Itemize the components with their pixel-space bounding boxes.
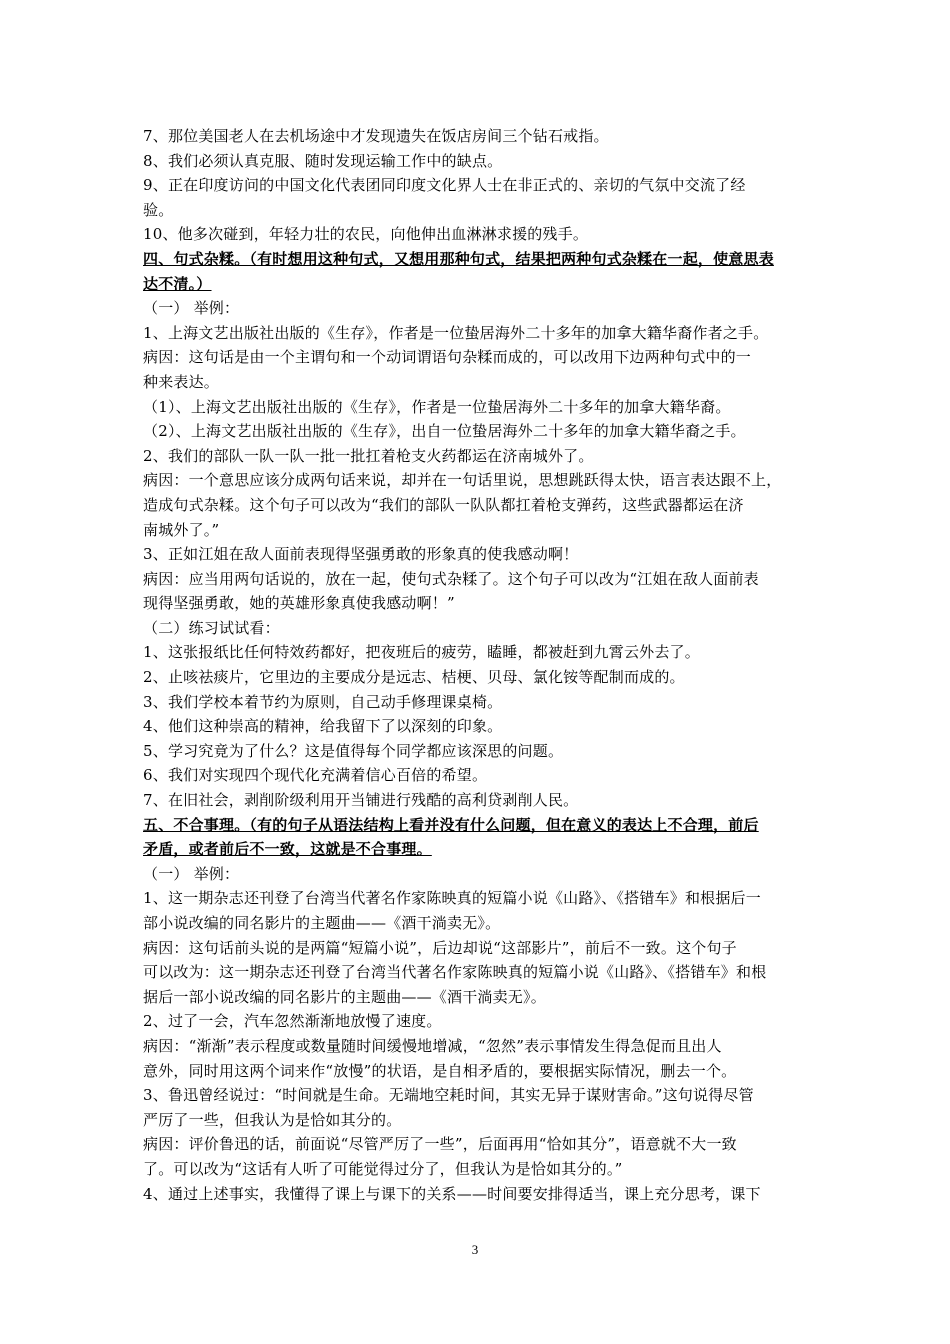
- text-line: 病因：一个意思应该分成两句话来说，却并在一句话里说，思想跳跃得太快，语言表达跟不上，: [143, 471, 782, 490]
- text-line: 病因：这句话前头说的是两篇“短篇小说”，后边却说“这部影片”，前后不一致。这个句子: [143, 938, 737, 957]
- text-line: 1、上海文艺出版社出版的《生存》，作者是一位蛰居海外二十多年的加拿大籍华裔作者之手。: [143, 323, 769, 342]
- text-line: 病因：这句话是由一个主谓句和一个动词谓语句杂糅而成的，可以改用下边两种句式中的一: [143, 348, 752, 367]
- text-line: 部小说改编的同名影片的主题曲——《酒干淌卖无》。: [143, 914, 501, 932]
- text-line: 2、我们的部队一队一队一批一批扛着枪支火药都运在济南城外了。: [143, 446, 594, 465]
- text-line: 1、这一期杂志还刊登了台湾当代著名作家陈映真的短篇小说《山路》、《搭错车》和根据后一: [143, 889, 761, 908]
- section-heading-line: 四、句式杂糅。（有时想用这种句式，又想用那种句式，结果把两种句式杂糅在一起，使意思表: [143, 249, 774, 268]
- text-line: （2）、上海文艺出版社出版的《生存》，出自一位蛰居海外二十多年的加拿大籍华裔之手。: [143, 422, 746, 441]
- text-line: 了。可以改为“这话有人听了可能觉得过分了，但我认为是恰如其分的。”: [143, 1159, 623, 1178]
- text-line: 4、他们这种崇高的精神，给我留下了以深刻的印象。: [143, 717, 503, 736]
- text-line: 7、在旧社会，剥削阶级利用开当铺进行残酷的高利贷剥削人民。: [143, 791, 579, 810]
- text-line: 3、我们学校本着节约为原则，自己动手修理课桌椅。: [143, 692, 503, 711]
- text-line: 造成句式杂糅。这个句子可以改为“我们的部队一队队都扛着枪支弹药，这些武器都运在济: [143, 495, 744, 514]
- text-line: 5、学习究竟为了什么？这是值得每个同学都应该深思的问题。: [143, 741, 564, 760]
- text-line: 4、通过上述事实，我懂得了课上与课下的关系——时间要安排得适当，课上充分思考，课下: [143, 1184, 761, 1203]
- page-number: 3: [471, 1242, 479, 1257]
- text-line: 病因：“渐渐”表示程度或数量随时间缓慢地增减，“忽然”表示事情发生得急促而且出人: [143, 1036, 722, 1055]
- text-line: （一） 举例：: [143, 299, 240, 318]
- text-line: 南城外了。”: [143, 520, 220, 539]
- text-line: 1、这张报纸比任何特效药都好，把夜班后的疲劳，瞌睡，都被赶到九霄云外去了。: [143, 643, 700, 662]
- section-heading-line: 达不清。）: [143, 274, 212, 293]
- text-line: 据后一部小说改编的同名影片的主题曲——《酒干淌卖无》。: [143, 987, 546, 1006]
- section-heading-line: 五、不合事理。（有的句子从语法结构上看并没有什么问题，但在意义的表达上不合理，前后: [143, 815, 759, 834]
- text-line: 8、我们必须认真克服、随时发现运输工作中的缺点。: [143, 151, 503, 170]
- text-line: 3、鲁迅曾经说过：“时间就是生命。无端地空耗时间，其实无异于谋财害命。”这句说得尽管: [143, 1086, 754, 1105]
- text-line: （二）练习试试看：: [143, 618, 280, 637]
- text-line: 2、过了一会，汽车忽然渐渐地放慢了速度。: [143, 1012, 442, 1031]
- text-line: 病因：应当用两句话说的，放在一起，使句式杂糅了。这个句子可以改为“江姐在敌人面前表: [143, 569, 759, 588]
- text-line: 6、我们对实现四个现代化充满着信心百倍的希望。: [143, 766, 488, 785]
- text-line: 现得坚强勇敢，她的英雄形象真使我感动啊！”: [143, 594, 455, 613]
- text-line: 9、正在印度访问的中国文化代表团同印度文化界人士在非正式的、亲切的气氛中交流了经: [143, 176, 746, 195]
- document-body: [143, 124, 818, 1206]
- text-line: （1）、上海文艺出版社出版的《生存》，作者是一位蛰居海外二十多年的加拿大籍华裔。: [143, 397, 731, 416]
- text-line: 严厉了一些，但我认为是恰如其分的。: [143, 1110, 402, 1129]
- text-line: 病因：评价鲁迅的话，前面说“尽管严厉了一些”，后面再用“恰如其分”，语意就不大一致: [143, 1135, 737, 1154]
- text-line: 10、他多次碰到，年轻力壮的农民，向他伸出血淋淋求援的残手。: [143, 225, 589, 244]
- text-line: 验。: [143, 200, 174, 219]
- text-line: 3、正如江姐在敌人面前表现得坚强勇敢的形象真的使我感动啊！: [143, 545, 579, 564]
- text-line: 可以改为：这一期杂志还刊登了台湾当代著名作家陈映真的短篇小说《山路》、《搭错车》和根: [143, 963, 767, 982]
- text-line: 7、那位美国老人在去机场途中才发现遗失在饭店房间三个钻石戒指。: [143, 127, 609, 145]
- text-line: 2、止咳祛痰片，它里边的主要成分是远志、桔梗、贝母、氯化铵等配制而成的。: [143, 668, 685, 687]
- section-heading-line: 矛盾，或者前后不一致，这就是不合事理。: [143, 840, 432, 859]
- text-line: 种来表达。: [143, 372, 220, 391]
- text-line: 意外，同时用这两个词来作“放慢”的状语，是自相矛盾的，要根据实际情况，删去一个。: [143, 1061, 737, 1080]
- text-line: （一） 举例：: [143, 864, 240, 883]
